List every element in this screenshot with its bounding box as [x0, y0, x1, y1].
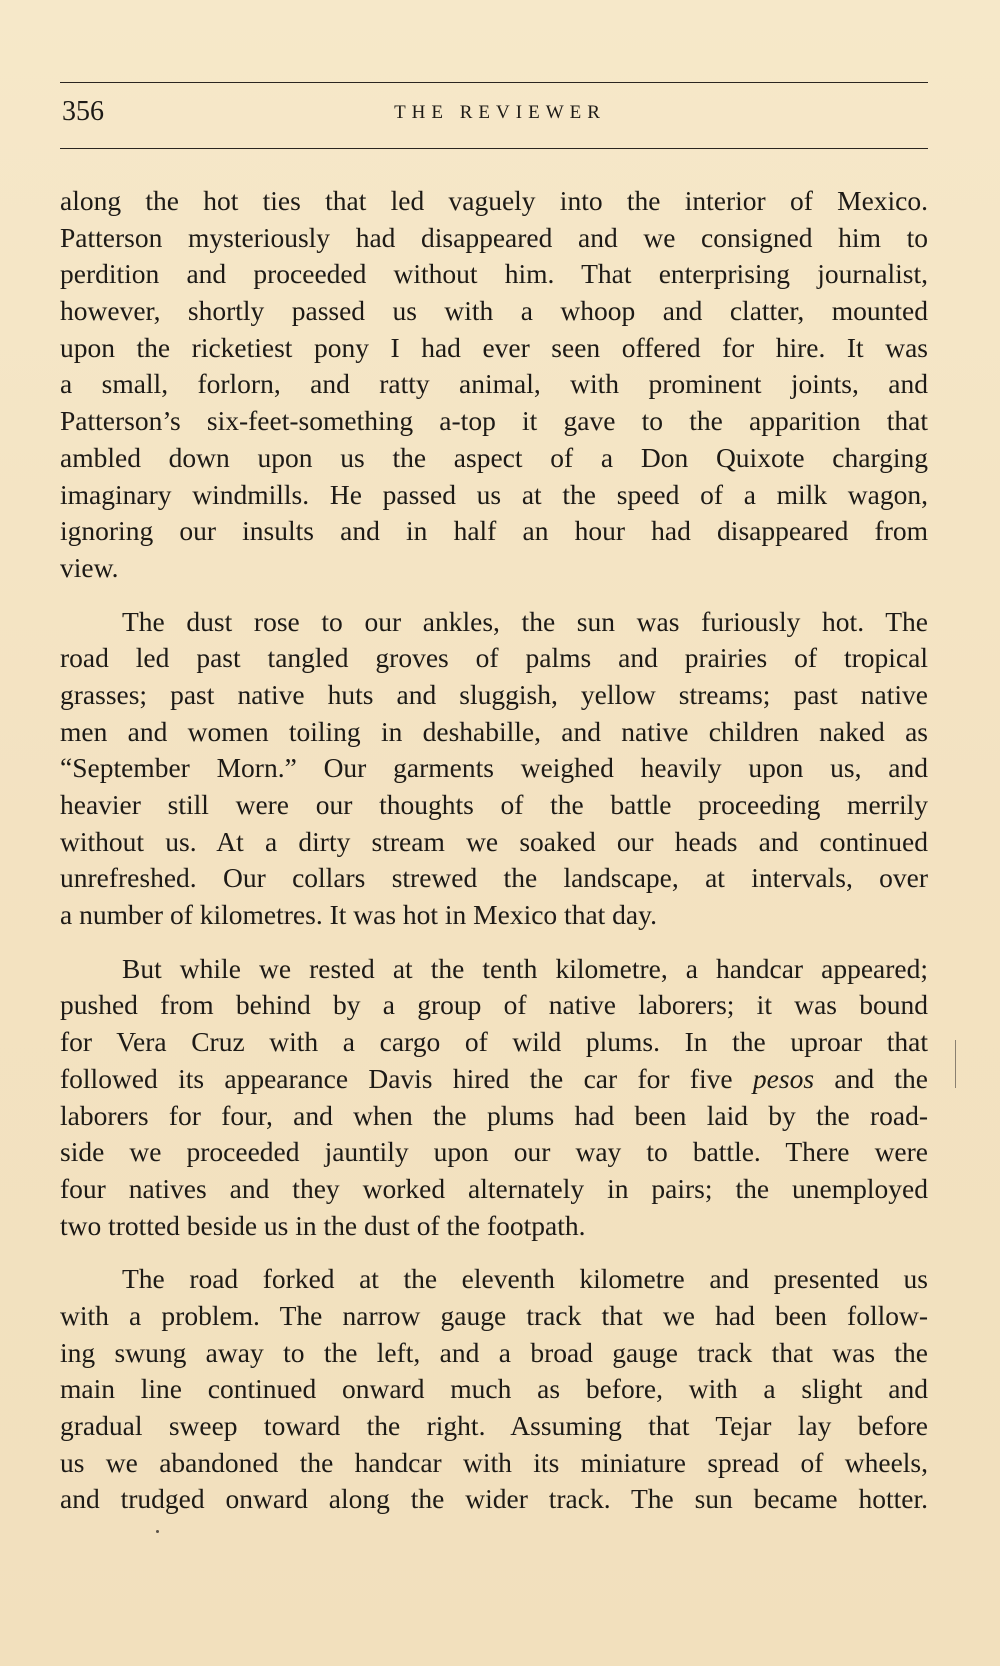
text-line: men and women toiling in deshabille, and native children naked as: [60, 715, 928, 747]
text-line: a small, forlorn, and ratty animal, with prominent joints, and: [60, 368, 928, 400]
text-line: Patterson mysteriously had disappeared and we consigned him to: [60, 221, 928, 253]
text-line: “September Morn.” Our garments weighed heavily upon us, and: [60, 752, 928, 784]
text-line: main line continued onward much as before, with a slight and: [60, 1373, 928, 1405]
text-line: The road forked at the eleventh kilometre and presented us: [122, 1263, 928, 1295]
paragraph-1: [60, 183, 928, 587]
text-line: four natives and they worked alternately in pairs; the unemployed: [60, 1172, 928, 1204]
text-line: gradual sweep toward the right. Assuming that Tejar lay before: [60, 1410, 928, 1441]
paragraph-4: [60, 1261, 928, 1518]
text-line: ignoring our insults and in half an hour had disappeared from: [60, 515, 928, 547]
text-line: however, shortly passed us with a whoop and clatter, mounted: [60, 295, 928, 327]
text-line: without us. At a dirty stream we soaked our heads and continued: [60, 825, 928, 857]
text-line: unrefreshed. Our collars strewed the landscape, at intervals, over: [60, 862, 928, 894]
text-line: and trudged onward along the wider track. The sun became hotter.: [60, 1483, 928, 1515]
text-line: perdition and proceeded without him. That enterprising journalist,: [60, 258, 928, 290]
text-line: pushed from behind by a group of native laborers; it was bound: [60, 989, 928, 1021]
running-head: THE REVIEWER: [394, 102, 606, 123]
header-rule-bottom: [60, 148, 928, 149]
text-line: followed its appearance Davis hired the car for five pesos and the: [60, 1062, 928, 1094]
text-line: imaginary windmills. He passed us at the speed of a milk wagon,: [60, 478, 928, 510]
text-line: But while we rested at the tenth kilometre, a handcar appeared;: [122, 952, 928, 984]
body-text: [60, 183, 928, 1518]
text-line: a number of kilometres. It was hot in Mexico that day.: [60, 899, 657, 931]
page-number: 356: [62, 96, 104, 127]
text-line: along the hot ties that led vaguely into the interior of Mexico.: [60, 185, 928, 216]
text-line: heavier still were our thoughts of the battle proceeding merrily: [60, 789, 928, 820]
paper-speck: [156, 1530, 159, 1533]
text-line: ambled down upon us the aspect of a Don Quixote charging: [60, 441, 928, 473]
text-line: two trotted beside us in the dust of the footpath.: [60, 1209, 586, 1241]
paragraph-2: [60, 604, 928, 934]
paragraph-3: [60, 951, 928, 1245]
header-rule-top: [60, 82, 928, 83]
text-line: laborers for four, and when the plums had been laid by the road-: [60, 1099, 928, 1131]
text-line: for Vera Cruz with a cargo of wild plums. In the uproar that: [60, 1026, 928, 1058]
text-line: side we proceeded jauntily upon our way to battle. There were: [60, 1136, 928, 1168]
text-line: The dust rose to our ankles, the sun was furiously hot. The: [122, 605, 928, 637]
italic-word: pesos: [752, 1062, 815, 1094]
text-line: Patterson’s six-feet-something a-top it gave to the apparition that: [60, 405, 928, 437]
margin-pencil-mark: [955, 1040, 956, 1088]
text-line: view.: [60, 551, 119, 583]
text-line: with a problem. The narrow gauge track that we had been follow-: [60, 1299, 928, 1331]
text-line: us we abandoned the handcar with its miniature spread of wheels,: [60, 1446, 928, 1478]
text-line: road led past tangled groves of palms and prairies of tropical: [60, 642, 928, 674]
text-line: ing swung away to the left, and a broad gauge track that was the: [60, 1336, 928, 1368]
text-line: grasses; past native huts and sluggish, yellow streams; past native: [60, 678, 928, 710]
text-line: upon the ricketiest pony I had ever seen offered for hire. It was: [60, 331, 928, 363]
